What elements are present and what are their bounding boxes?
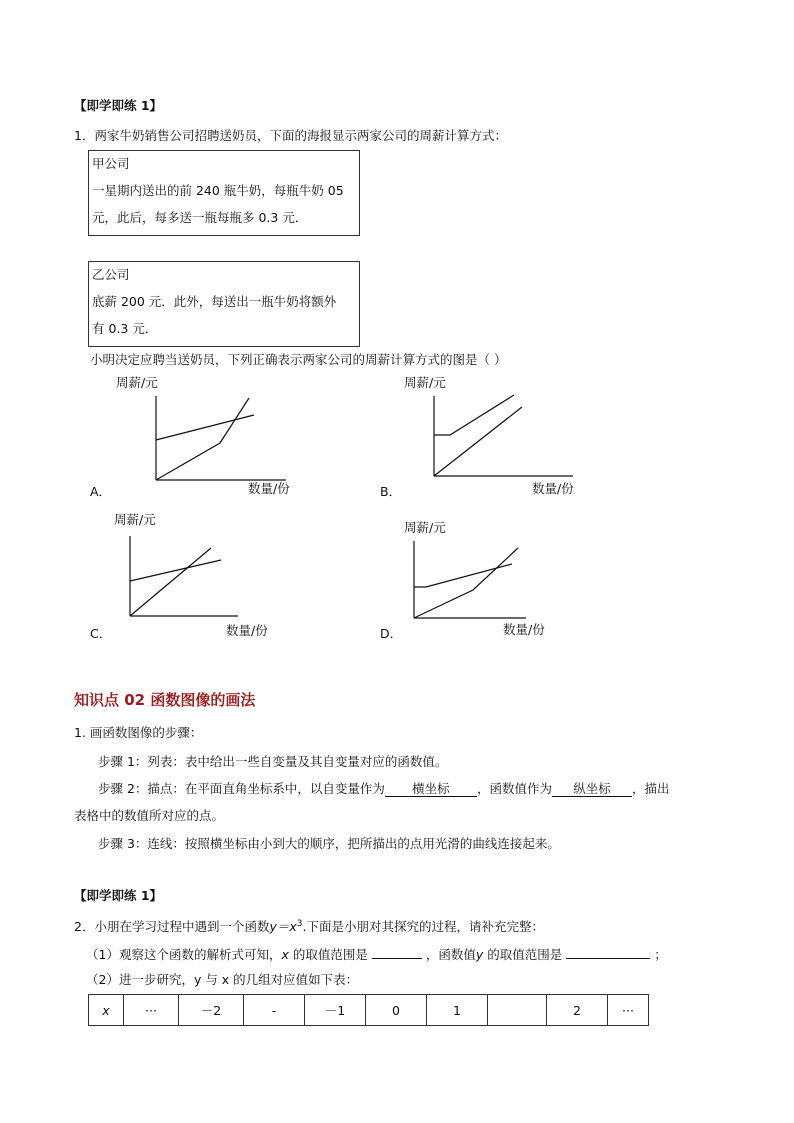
part-1-x: x <box>281 947 289 962</box>
graph-d <box>376 508 606 643</box>
question-2-exponent: 3 <box>296 918 303 929</box>
practice-label-2: 【即学即练 1】 <box>74 888 163 903</box>
company-b-line-1: 底薪 200 元．此外，每送出一瓶牛奶将额外 <box>92 294 337 309</box>
step-2-blank-vertical: 纵坐标 <box>552 782 632 797</box>
graph-a-line-b <box>156 415 254 440</box>
step-2-line-1 <box>98 779 669 797</box>
table-cell: x <box>89 995 124 1026</box>
table-cell: ··· <box>124 995 179 1026</box>
graph-b-line-a <box>434 395 514 435</box>
part-1-text-e: ； <box>654 947 667 962</box>
part-1-text-c: ，函数值 <box>425 947 476 962</box>
table-cell: －2 <box>179 995 244 1026</box>
graph-a <box>86 368 316 503</box>
step-2-line-2: 表格中的数值所对应的点。 <box>74 808 225 823</box>
question-2-part-1 <box>86 944 667 963</box>
steps-intro: 1. 画函数图像的步骤： <box>74 725 203 740</box>
question-2-part-2: （2）进一步研究，y 与 x 的几组对应值如下表： <box>86 972 359 987</box>
step-2-text-b: ，函数值作为 <box>476 781 552 796</box>
step-2-blank-horizontal: 横坐标 <box>385 782 477 797</box>
step-3: 步骤 3：连线：按照横坐标由小到大的顺序，把所描出的点用光滑的曲线连接起来。 <box>98 836 560 851</box>
table-cell: - <box>244 995 305 1026</box>
graph-b <box>376 368 606 503</box>
part-1-y: y <box>475 947 484 962</box>
graph-b-ylabel: 周薪/元 <box>404 375 446 390</box>
graph-d-xlabel: 数量/份 <box>503 622 545 637</box>
table-cell: 2 <box>547 995 608 1026</box>
y-range-blank[interactable] <box>566 944 650 959</box>
step-2-text-c: ，描出 <box>631 781 670 796</box>
table-row <box>89 995 649 1026</box>
graph-b-option: B． <box>380 484 402 499</box>
table-cell: －1 <box>305 995 366 1026</box>
question-2-stem <box>74 917 544 935</box>
company-a-line-2: 元，此后，每多送一瓶每瓶多 0.3 元． <box>92 210 308 225</box>
company-a-poster <box>88 150 360 236</box>
graph-a-xlabel: 数量/份 <box>248 481 290 496</box>
x-range-blank[interactable] <box>372 944 422 959</box>
table-cell: ··· <box>608 995 649 1026</box>
practice-label: 【即学即练 1】 <box>74 98 163 113</box>
part-1-text-d: 的取值范围是 <box>483 947 563 962</box>
graph-a-option: A． <box>90 484 112 499</box>
graph-d-option: D． <box>380 626 403 641</box>
graph-b-xlabel: 数量/份 <box>532 481 574 496</box>
company-b-title: 乙公司 <box>92 267 130 282</box>
company-a-line-1: 一星期内送出的前 240 瓶牛奶，每瓶牛奶 05 <box>92 183 344 198</box>
graph-c-line-a <box>130 548 211 616</box>
company-a-title: 甲公司 <box>92 156 130 171</box>
graph-a-line-a <box>156 398 249 480</box>
part-1-text-a: （1）观察这个函数的解析式可知， <box>86 947 282 962</box>
step-1: 步骤 1：列表：表中给出一些自变量及其自变量对应的函数值。 <box>98 754 448 769</box>
table-cell[interactable] <box>488 995 547 1026</box>
graph-c <box>86 508 316 643</box>
question-1-prompt: 小明决定应聘当送奶员，下列正确表示两家公司的周薪计算方式的图是（ ） <box>90 352 507 367</box>
question-2-function: y＝x <box>269 919 297 934</box>
question-2-stem-a: 2．小朋在学习过程中遇到一个函数 <box>74 919 270 934</box>
knowledge-point-heading: 知识点 02 函数图像的画法 <box>74 691 256 709</box>
graph-c-ylabel: 周薪/元 <box>114 512 156 527</box>
graph-c-option: C． <box>90 626 112 641</box>
graph-a-ylabel: 周薪/元 <box>116 375 158 390</box>
step-2-text-a: 步骤 2：描点：在平面直角坐标系中，以自变量作为 <box>98 781 385 796</box>
table-cell: 0 <box>366 995 427 1026</box>
question-1-stem: 1．两家牛奶销售公司招聘送奶员，下面的海报显示两家公司的周薪计算方式： <box>74 128 507 143</box>
graph-c-xlabel: 数量/份 <box>226 623 268 638</box>
part-1-text-b: 的取值范围是 <box>288 947 368 962</box>
graph-d-ylabel: 周薪/元 <box>404 520 446 535</box>
graph-d-line-a <box>414 548 518 618</box>
company-b-line-2: 有 0.3 元． <box>92 321 158 336</box>
table-cell: 1 <box>427 995 488 1026</box>
company-b-poster <box>88 261 360 347</box>
question-2-stem-b: .下面是小朋对其探究的过程，请补充完整： <box>302 919 544 934</box>
values-table <box>88 994 649 1026</box>
